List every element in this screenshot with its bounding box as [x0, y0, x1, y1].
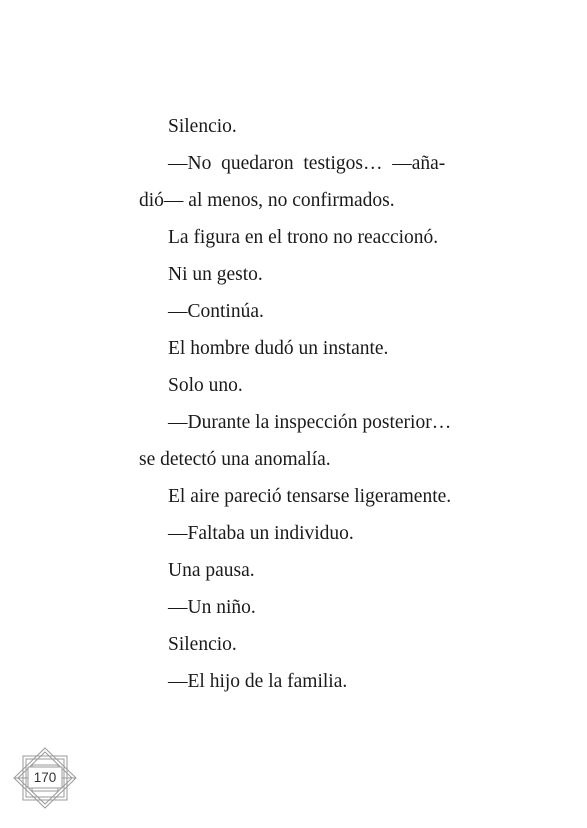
paragraph-6: El hombre dudó un instante. [168, 338, 389, 359]
paragraph-9: El aire pareció tensarse ligeramente. [168, 486, 452, 507]
paragraph-12: —Un niño. [168, 597, 256, 618]
paragraph-7: Solo uno. [168, 375, 243, 396]
body-text [139, 108, 478, 700]
paragraph-4: Ni un gesto. [168, 264, 263, 285]
paragraph-14: —El hijo de la familia. [168, 671, 348, 692]
paragraph-11: Una pausa. [168, 560, 255, 581]
paragraph-13: Silencio. [168, 634, 237, 655]
paragraph-10: —Faltaba un individuo. [168, 523, 354, 544]
paragraph-5: —Continúa. [168, 301, 264, 322]
paragraph-1: Silencio. [168, 116, 237, 137]
paragraph-3: La figura en el trono no reaccionó. [168, 227, 439, 248]
paragraph-2: —No quedaron testigos… —aña- dió— al menos, no confirmados. [139, 153, 446, 211]
paragraph-8: —Durante la inspección posterior… se detectó una anomalía. [139, 412, 452, 470]
page-number: 170 [33, 770, 57, 785]
